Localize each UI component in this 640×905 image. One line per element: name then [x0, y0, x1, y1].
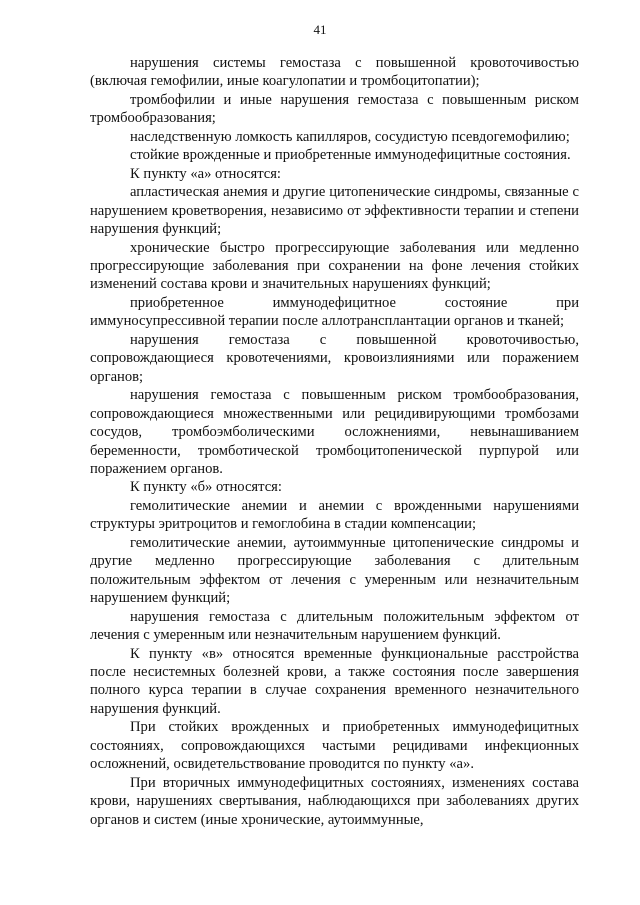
paragraph: нарушения гемостаза с повышенным риском тромбообразования, сопровождающиеся множественными или рецидивирующими тромбозами сосудов, тромбоэмболическими осложнениями, невынашиванием беременности, тромботической тромбоцитопенической пурпурой или поражением органов.	[90, 387, 579, 477]
paragraph: К пункту «а» относятся:	[130, 165, 281, 182]
paragraph: К пункту «б» относятся:	[130, 479, 282, 496]
paragraph: гемолитические анемии и анемии с врожденными нарушениями структуры эритроцитов и гемоглобина в стадии компенсации;	[90, 497, 579, 533]
paragraph: приобретенное иммунодефицитное состояние при иммуносупрессивной терапии после аллотрансплантации органов и тканей;	[90, 294, 579, 330]
paragraph: При стойких врожденных и приобретенных иммунодефицитных состояниях, сопровождающихся частыми рецидивами инфекционных осложнений, освидетельствование проводится по пункту «а».	[90, 719, 579, 773]
paragraph: апластическая анемия и другие цитопенические синдромы, связанные с нарушением кроветворения, независимо от эффективности терапии и степени нарушения функций;	[90, 184, 579, 238]
paragraph: нарушения системы гемостаза с повышенной кровоточивостью (включая гемофилии, иные коагулопатии и тромбоцитопатии);	[90, 55, 579, 90]
paragraph: К пункту «в» относятся временные функциональные расстройства после несистемных болезней крови, а также состояния после завершения полного курса терапии в случае сохранения временного незначительного нарушения функций.	[90, 645, 579, 717]
paragraph: гемолитические анемии, аутоиммунные цитопенические синдромы и другие медленно прогрессирующие заболевания с длительным положительным эффектом от лечения с умеренным или незначительным нарушением функций;	[90, 534, 579, 607]
paragraph: При вторичных иммунодефицитных состояниях, изменениях состава крови, нарушениях свертывания, наблюдающихся при заболеваниях других органов и систем (иные хронические, аутоиммунные,	[90, 774, 579, 828]
document-body	[90, 54, 579, 829]
paragraph: нарушения гемостаза с длительным положительным эффектом от лечения с умеренным или незначительным нарушением функций.	[90, 608, 579, 644]
paragraph: хронические быстро прогрессирующие заболевания или медленно прогрессирующие заболевания при сохранении на фоне лечения стойких изменений состава крови и значительных нарушениях функций;	[90, 239, 579, 293]
paragraph: наследственную ломкость капилляров, сосудистую псевдогемофилию;	[130, 128, 570, 145]
paragraph: тромбофилии и иные нарушения гемостаза с повышенным риском тромбообразования;	[90, 91, 579, 127]
paragraph: стойкие врожденные и приобретенные иммунодефицитные состояния.	[130, 147, 571, 164]
page-number: 41	[313, 22, 327, 37]
paragraph: нарушения гемостаза с повышенной кровоточивостью, сопровождающиеся кровотечениями, кровоизлияниями или поражением органов;	[90, 331, 579, 385]
